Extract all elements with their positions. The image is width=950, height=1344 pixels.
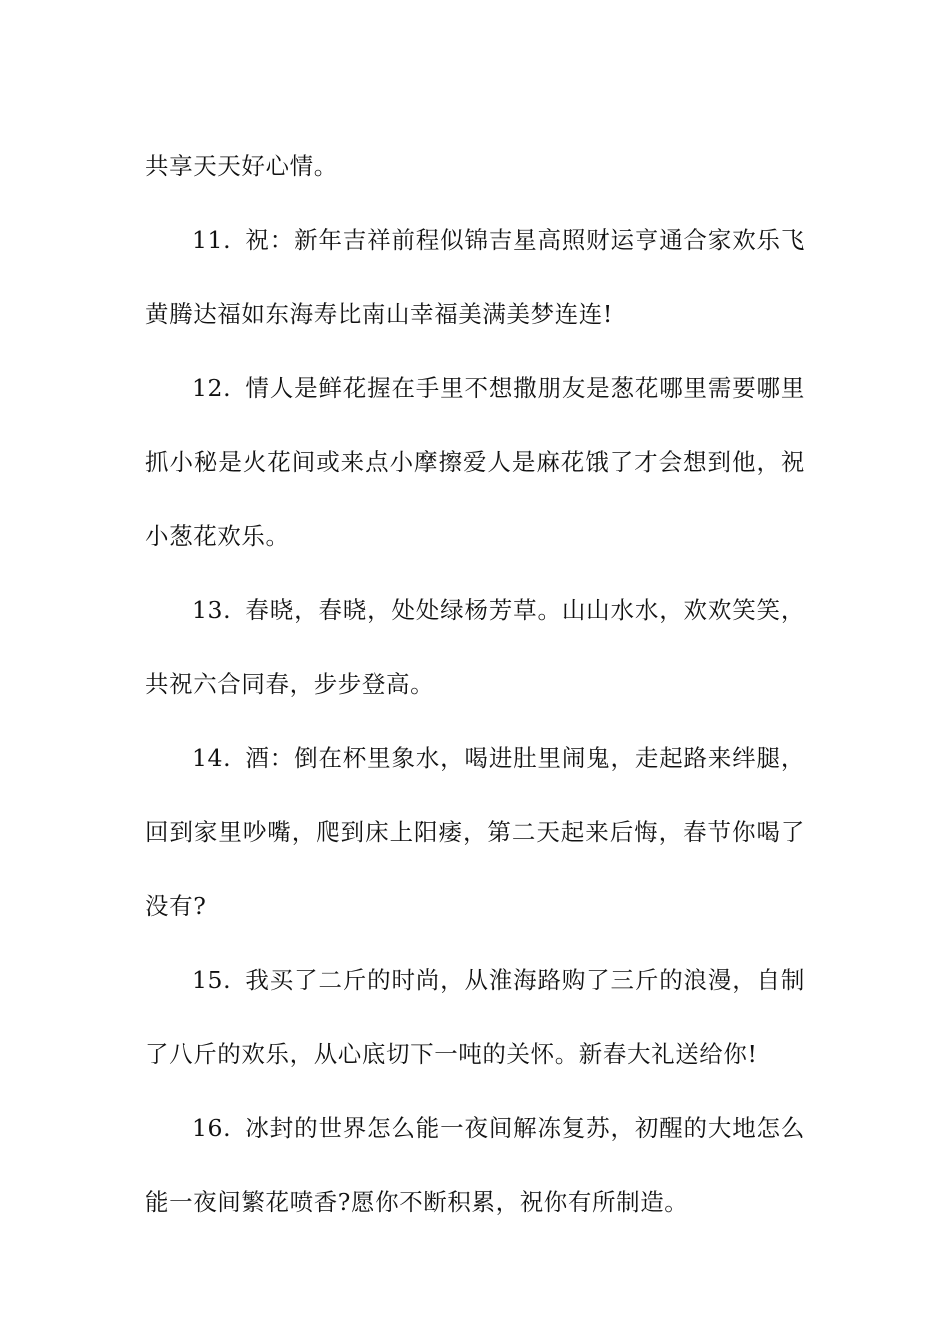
paragraph-item-16 — [145, 1091, 805, 1239]
paragraph-item-15 — [145, 943, 805, 1091]
document-body — [145, 129, 805, 1239]
paragraph-number: 12. — [192, 374, 232, 402]
paragraph-text: 共享天天好心情。 — [145, 152, 338, 180]
paragraph-item-11 — [145, 203, 805, 351]
paragraph-number: 13. — [192, 596, 232, 624]
paragraph-item-14 — [145, 721, 805, 943]
paragraph-continuation — [145, 129, 805, 203]
paragraph-text: 情人是鲜花握在手里不想撒朋友是葱花哪里需要哪里抓小秘是火花间或来点小摩擦爱人是麻花饿了才会想到他，祝小葱花欢乐。 — [145, 374, 805, 550]
paragraph-text: 祝：新年吉祥前程似锦吉星高照财运亨通合家欢乐飞黄腾达福如东海寿比南山幸福美满美梦连连! — [145, 226, 805, 328]
paragraph-text: 冰封的世界怎么能一夜间解冻复苏，初醒的大地怎么能一夜间繁花喷香?愿你不断积累，祝你有所制造。 — [145, 1114, 805, 1216]
paragraph-item-12 — [145, 351, 805, 573]
paragraph-number: 11. — [192, 226, 232, 254]
paragraph-text: 酒：倒在杯里象水，喝进肚里闹鬼，走起路来绊腿，回到家里吵嘴，爬到床上阳痿，第二天起来后悔，春节你喝了没有? — [145, 744, 805, 920]
paragraph-item-13 — [145, 573, 805, 721]
paragraph-text: 春晓，春晓，处处绿杨芳草。山山水水，欢欢笑笑，共祝六合同春，步步登高。 — [145, 596, 805, 698]
paragraph-number: 15. — [192, 966, 232, 994]
paragraph-text: 我买了二斤的时尚，从淮海路购了三斤的浪漫，自制了八斤的欢乐，从心底切下一吨的关怀。新春大礼送给你! — [145, 966, 805, 1068]
paragraph-number: 16. — [192, 1114, 232, 1142]
paragraph-number: 14. — [192, 744, 232, 772]
